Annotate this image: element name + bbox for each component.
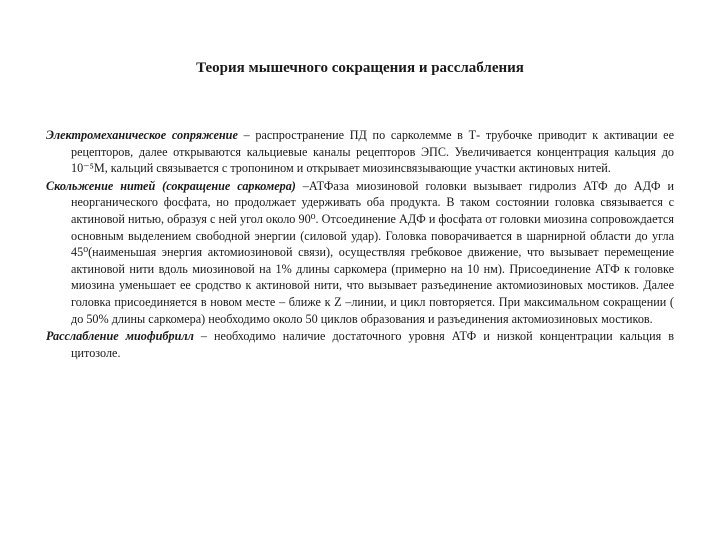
paragraph-text: –АТФаза миозиновой головки вызывает гидролиз АТФ до АДФ и неорганического фосфата, но продолжает удерживать оба продукта. В таком состоянии головка связывается с актиновой нитью, образуя с ней угол около 90⁰. Отсоединение АДФ и фосфата от головки миозина сопровождается основным выделением свободной энергии (силовой удар). Головка поворачивается в шарнирной области до угла 45⁰(наименьшая энергия актомиозиновой связи), осуществляя гребковое движение, что вызывает перемещение актиновой нити вдоль миозиновой на 1% длины саркомера (примерно на 10 нм). Присоединение АТФ к головке миозина уменьшает ее сродство к актиновой нити, что вызывает разъединение актомиозиновых мостиков. Далее головка присоединяется в новом месте – ближе к Z –линии, и цикл повторяется. При максимальном сокращении ( до 50% длины саркомера) необходимо около 50 циклов образования и разъединения актомиозиновых мостиков.: [71, 178, 674, 326]
term-label: Скольжение нитей (сокращение саркомера): [46, 178, 296, 193]
slide-title: Теория мышечного сокращения и расслабления: [196, 60, 524, 76]
paragraph-electromechanical-coupling: [46, 127, 674, 177]
paragraph-text: – необходимо наличие достаточного уровня АТФ и низкой концентрации кальция в цитозоле.: [71, 329, 674, 360]
paragraph-text: – распространение ПД по сарколемме в Т- трубочке приводит к активации ее рецепторов, далее открываются кальциевые каналы рецепторов ЭПС. Увеличивается концентрация кальция до 10⁻⁵М, кальций связывается с тропонином и открывает миозинсвязывающие участки актиновых нитей.: [71, 128, 675, 176]
term-label: Расслабление миофибрилл: [46, 329, 194, 344]
slide-body: [46, 127, 674, 362]
paragraph-myofibril-relaxation: [46, 328, 674, 361]
paragraph-filament-sliding: [46, 178, 674, 327]
term-label: Электромеханическое сопряжение: [46, 128, 238, 142]
